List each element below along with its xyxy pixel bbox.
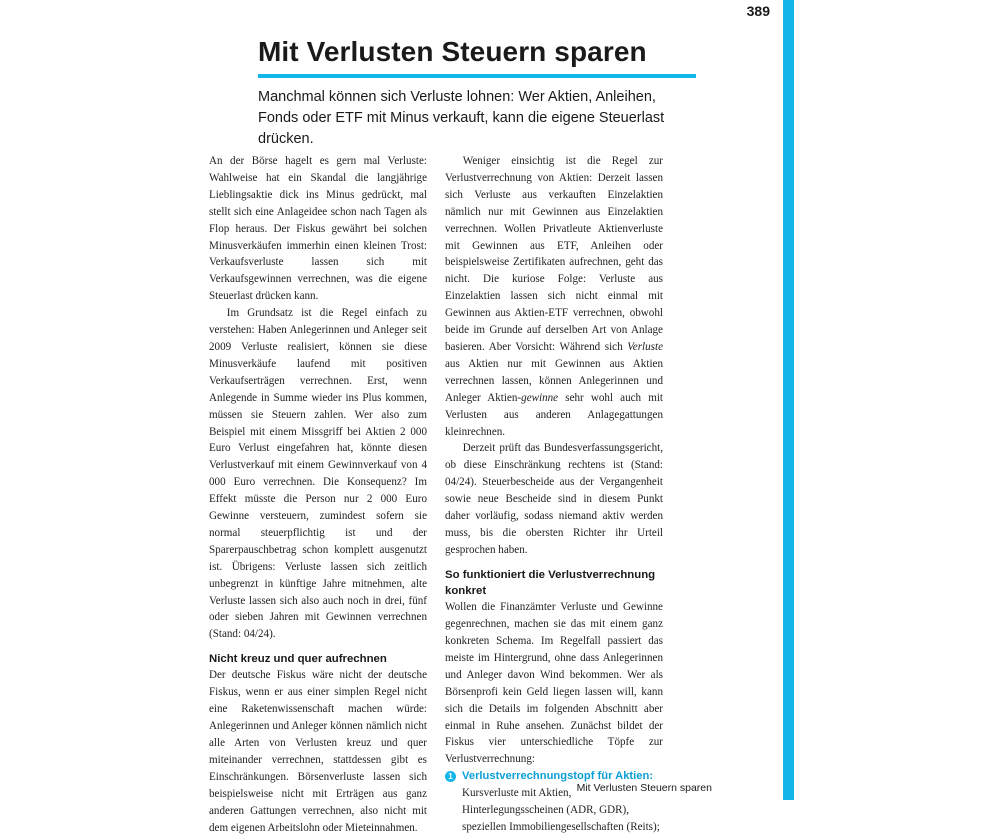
article-title: Mit Verlusten Steuern sparen <box>258 36 647 67</box>
side-accent-bar <box>783 0 794 800</box>
paragraph: Der deutsche Fiskus wäre nicht der deutsche Fiskus, wenn er aus einer simplen Regel nicht eine Raketenwissenschaft machen würde: Anlegerinnen und Anleger können nämlich nicht alle Arten von Verlusten kreuz und quer miteinander verrechnen, stattdessen gibt es Einschränkungen. Börsenverluste lassen sich beispielsweise nicht mit Erträgen aus ganz anderen Gattungen verrechnen, also nicht mit dem eigenen Arbeitslohn oder Mieteinnahmen. <box>209 669 427 834</box>
paragraph: Im Grundsatz ist die Regel einfach zu verstehen: Haben Anlegerinnen und Anleger seit 2009 Verluste realisiert, können sie diese Minusverkäufe laufend mit positiven Verkaufserträgen verrechnen. Erst, wenn Anlegende in Summe wieder ins Plus kommen, müssen sie Steuern zahlen. Wer also zum Beispiel mit einem Missgriff bei Aktien 2 000 Euro Verlust eingefahren hat, könnte diesen Verlustverkauf mit einem Gewinnverkauf von 4 000 Euro verrechnen. Die Konsequenz? Im Effekt müsste die Person nur 2 000 Euro Gewinne versteuern, zumindest sofern sie normal steuerpflichtig ist und der Sparerpauschbetrag schon komplett ausgenutzt ist. Übrigens: Verluste lassen sich zeitlich unbegrenzt in künftige Jahre mitnehmen, alte Verluste lassen sich also auch noch in drei, fünf oder sieben Jahren mit Gewinnen verrechnen (Stand: 04/24). <box>209 307 427 641</box>
article-lead: Manchmal können sich Verluste lohnen: Wer Aktien, Anleihen, Fonds oder ETF mit Minus verkauft, kann die eigene Steuerlast drücken. <box>258 89 665 147</box>
title-underline <box>258 74 696 78</box>
paragraph: Wollen die Finanzämter Verluste und Gewinne gegenrechnen, machen sie das mit einem ganz konkreten Schema. Im Regelfall passiert das meiste im Hintergrund, ohne dass Anlegerinnen und Anleger davon Wind bekommen. Wer als Börsenprofi kein Geld liegen lassen will, kann sich die Details im folgenden Abschnitt aber einmal in Ruhe ansehen. Zunächst bildet der Fiskus vier unterschiedliche Töpfe zur Verlustverrechnung: <box>445 601 663 766</box>
list-item <box>445 768 663 836</box>
subheading: Nicht kreuz und quer aufrechnen <box>209 653 387 666</box>
list-item-title: Verlustverrechnungstopf für Aktien: <box>462 770 654 783</box>
subheading: So funktioniert die Verlustverrechnung konkret <box>445 568 656 597</box>
list-item-text: Kursverluste mit Aktien, Hinterlegungsscheinen (ADR, GDR), speziellen Immobiliengesellschaften (Reits); <box>462 787 660 833</box>
paragraph: An der Börse hagelt es gern mal Verluste: Wahlweise hat ein Skandal die langjährige Lieblingsaktie dick ins Minus gedrückt, mal stellt sich eine Anlageidee schon nach Tagen als Flop heraus. Der Fiskus gewährt bei solchen Minusverkäufen immerhin einen kleinen Trost: Verkaufsverluste lassen sich mit Verkaufsgewinnen verrechnen, was die eigene Steuerlast drücken kann. <box>209 155 427 303</box>
emphasis: gewinne <box>521 391 559 404</box>
page-number: 389 <box>746 3 770 19</box>
emphasis: Verluste <box>627 340 663 353</box>
paragraph: Derzeit prüft das Bundesverfassungsgericht, ob diese Einschränkung rechtens ist (Stand: 04/24). Steuerbescheide aus der Vergangenheit sowie neue Bescheide sind in diesem Punkt daher vorläufig, sodass niemand aktiv werden muss, bis die obersten Richter ihr Urteil gesprochen haben. <box>445 442 663 556</box>
number-bullet-icon: 1 <box>445 771 456 782</box>
paragraph: Weniger einsichtig ist die Regel zur Verlustverrechnung von Aktien: Derzeit lassen sich Verluste aus verkauften Einzelaktien nämlich nur mit Gewinnen aus Einzelaktien verrechnen. Wollen Privatleute Aktienverluste mit Gewinnen aus ETF, Anleihen oder beispielsweise Zertifikaten aufrechnen, geht das nicht. Die kuriose Folge: Verluste aus Einzelaktien lassen sich nicht einmal mit Gewinnen aus Aktien-ETF verrechnen, obwohl beide im Grunde auf derselben Art von Anlage basieren. Aber Vorsicht: Während sich Verluste aus Aktien nur mit Gewinnen aus Aktien verrechnen lassen, können Anlegerinnen und Anleger Aktien-gewinne sehr wohl auch mit Verlusten aus anderen Anlagegattungen kleinrechnen. <box>445 155 664 438</box>
right-column <box>445 153 663 836</box>
left-column <box>209 153 427 837</box>
running-footer: Mit Verlusten Steuern sparen <box>576 782 712 794</box>
